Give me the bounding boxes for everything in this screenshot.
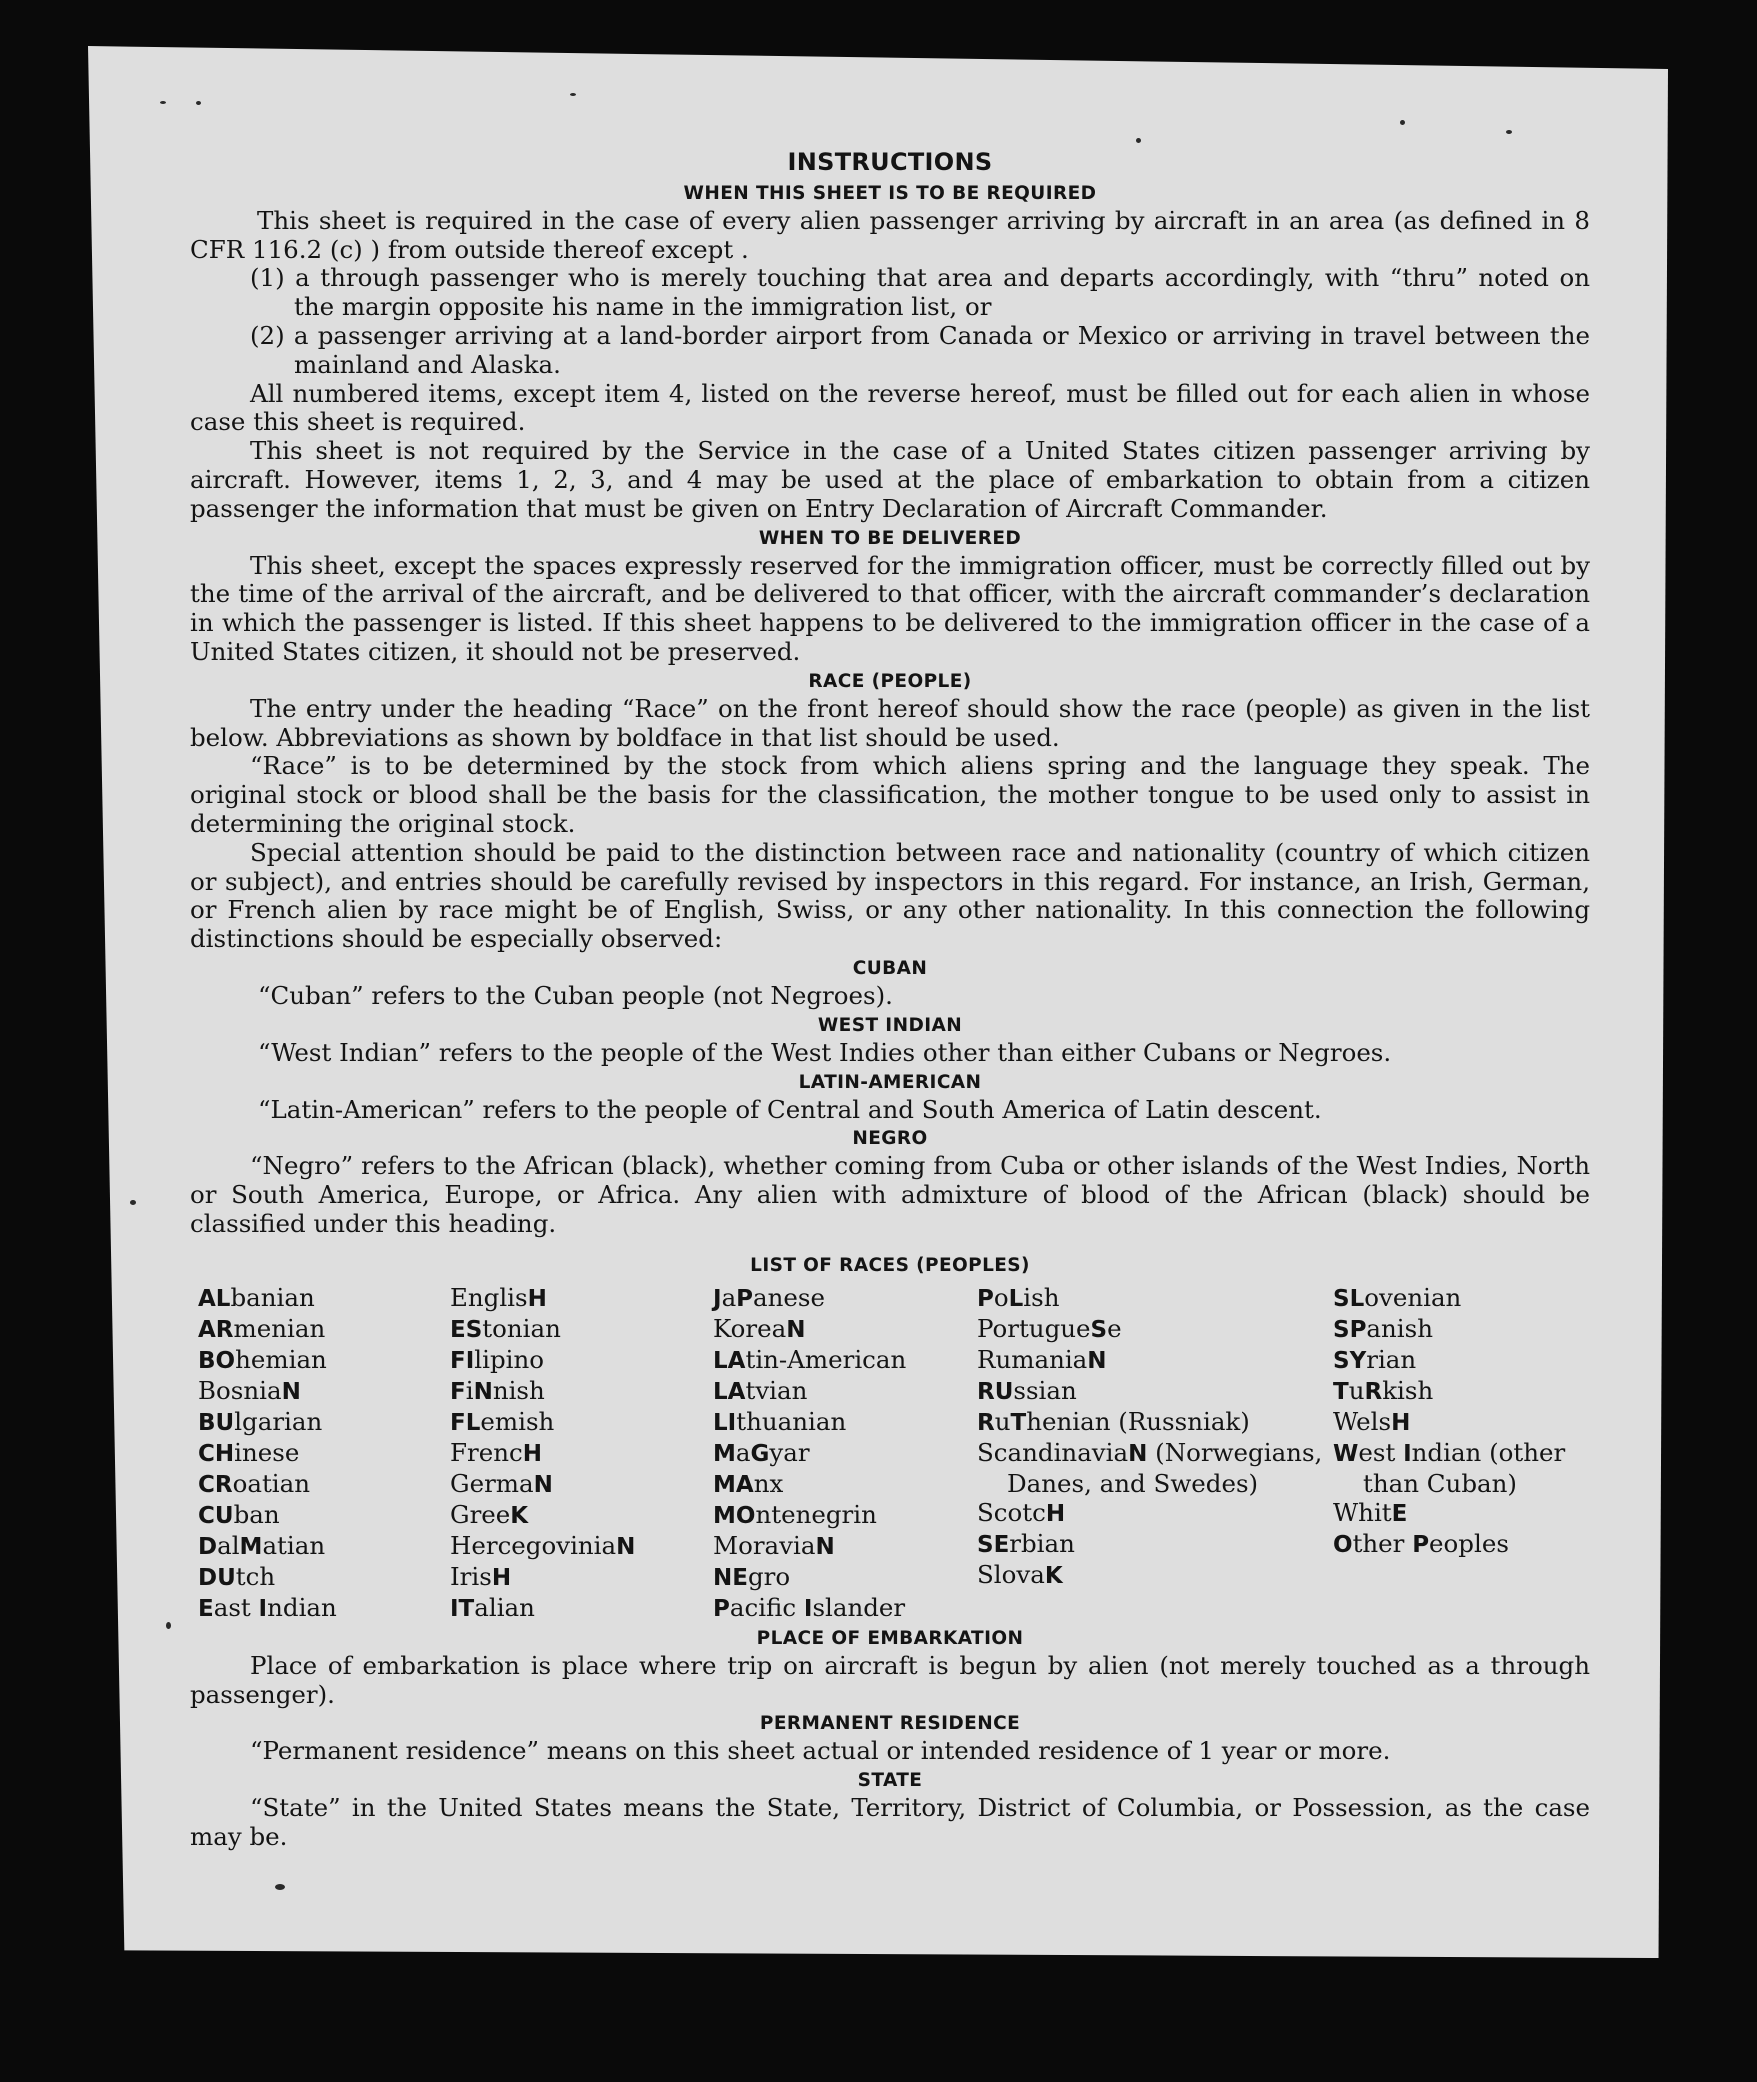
race-entry xyxy=(1333,1345,1598,1376)
scan-speck xyxy=(196,101,201,105)
race-abbrev: T xyxy=(1010,1409,1027,1436)
race-abbrev: RU xyxy=(977,1378,1014,1405)
race-abbrev: FL xyxy=(450,1409,481,1436)
race-text: Gree xyxy=(450,1499,511,1529)
race-abbrev: N xyxy=(1087,1347,1107,1374)
race-entry xyxy=(977,1283,1333,1314)
race-abbrev: F xyxy=(450,1378,466,1405)
race-entry xyxy=(198,1469,450,1500)
race-entry xyxy=(713,1469,977,1500)
race-text: ntenegrin xyxy=(755,1499,877,1529)
para-when-required-1: This sheet is required in the case of every alien passenger arriving by aircraft in an area (as defined in 8 CFR 116.2 (c) ) from outside thereof except . xyxy=(190,205,1590,264)
race-text: Scandinavia xyxy=(977,1437,1129,1467)
race-abbrev: SE xyxy=(977,1531,1010,1558)
heading-permanent-residence: PERMANENT RESIDENCE xyxy=(759,1713,1021,1735)
race-abbrev: I xyxy=(803,1595,813,1622)
race-entry xyxy=(1333,1314,1598,1345)
scan-speck xyxy=(1506,130,1512,134)
race-entry xyxy=(713,1438,977,1469)
race-abbrev: CH xyxy=(198,1440,235,1467)
race-abbrev: P xyxy=(736,1285,754,1312)
race-entry xyxy=(977,1438,1333,1498)
race-abbrev: SP xyxy=(1333,1316,1367,1343)
race-text: alian xyxy=(474,1592,535,1622)
def-embarkation: Place of embarkation is place where trip on aircraft is begun by alien (not merely touched as a through passenger). xyxy=(190,1650,1590,1709)
race-entry xyxy=(450,1345,713,1376)
race-abbrev: SY xyxy=(1333,1347,1367,1374)
race-abbrev: DU xyxy=(198,1564,236,1591)
race-text: i xyxy=(465,1375,474,1405)
race-abbrev: K xyxy=(1044,1562,1063,1589)
def-permanent-residence: “Permanent residence” means on this sheet actual or intended residence of 1 year or more. xyxy=(250,1736,1391,1766)
heading-cuban: CUBAN xyxy=(852,957,928,979)
race-abbrev: LA xyxy=(713,1347,746,1374)
race-column-1 xyxy=(198,1283,450,1624)
race-text: ish xyxy=(1023,1282,1060,1312)
scan-speck xyxy=(570,93,576,96)
race-text: Slova xyxy=(977,1559,1045,1589)
race-abbrev: D xyxy=(198,1533,218,1560)
race-text: acific xyxy=(729,1592,804,1622)
race-entry xyxy=(1333,1376,1598,1407)
race-text: Scotc xyxy=(977,1497,1046,1527)
race-abbrev: H xyxy=(522,1440,542,1467)
race-abbrev: BO xyxy=(198,1347,236,1374)
race-entry xyxy=(450,1283,713,1314)
race-text: ndian xyxy=(267,1592,337,1622)
race-entry xyxy=(450,1438,713,1469)
race-abbrev: MO xyxy=(713,1502,756,1529)
race-text: anish xyxy=(1366,1313,1433,1343)
race-abbrev: I xyxy=(1403,1440,1412,1467)
race-text: al xyxy=(217,1530,240,1560)
race-text: Wels xyxy=(1333,1406,1392,1436)
exception-item-2: (2) a passenger arriving at a land-border airport from Canada or Mexico or arriving in travel between the mainland and Alaska. xyxy=(250,320,1590,379)
race-abbrev: M xyxy=(239,1533,263,1560)
race-text: tch xyxy=(235,1561,276,1591)
race-abbrev: I xyxy=(258,1595,268,1622)
race-abbrev: S xyxy=(1090,1316,1108,1343)
race-text: Rumania xyxy=(977,1344,1088,1374)
race-entry xyxy=(450,1593,713,1624)
race-abbrev: H xyxy=(1045,1500,1066,1527)
race-text: Bosnia xyxy=(198,1375,282,1405)
race-entry xyxy=(450,1314,713,1345)
heading-when-required: WHEN THIS SHEET IS TO BE REQUIRED xyxy=(683,182,1097,204)
race-entry xyxy=(198,1345,450,1376)
race-text: lgarian xyxy=(234,1406,323,1436)
race-abbrev: G xyxy=(750,1440,770,1467)
race-text: u xyxy=(1348,1375,1365,1405)
race-abbrev: L xyxy=(1008,1285,1024,1312)
race-text: Portugue xyxy=(977,1313,1091,1343)
scan-speck xyxy=(1136,138,1141,143)
race-column-5 xyxy=(1333,1283,1598,1624)
race-text: rian xyxy=(1366,1344,1417,1374)
race-abbrev: N xyxy=(815,1533,835,1560)
scan-speck xyxy=(275,1884,285,1890)
race-entry xyxy=(450,1500,713,1531)
race-text: gro xyxy=(747,1561,791,1591)
race-text: henian (Russniak) xyxy=(1026,1406,1250,1436)
race-abbrev: P xyxy=(977,1285,994,1312)
race-abbrev: H xyxy=(491,1564,512,1591)
race-text: eoples xyxy=(1429,1528,1509,1558)
race-abbrev: MA xyxy=(713,1471,754,1498)
race-text: Moravia xyxy=(713,1530,816,1560)
race-abbrev: W xyxy=(1333,1440,1359,1467)
race-abbrev: AR xyxy=(198,1316,234,1343)
race-entry xyxy=(713,1500,977,1531)
race-entry xyxy=(713,1376,977,1407)
instructions-content xyxy=(190,146,1590,1852)
race-text: ssian xyxy=(1013,1375,1077,1405)
heading-negro: NEGRO xyxy=(852,1128,928,1150)
scan-speck xyxy=(166,1622,171,1629)
race-abbrev: M xyxy=(713,1440,736,1467)
race-text: tvian xyxy=(745,1375,808,1405)
race-entry xyxy=(198,1531,450,1562)
race-abbrev: P xyxy=(1412,1531,1430,1558)
race-abbrev: R xyxy=(1364,1378,1383,1405)
race-text: Whit xyxy=(1333,1497,1392,1527)
race-entry xyxy=(713,1593,977,1624)
race-text: menian xyxy=(233,1313,326,1343)
race-column-2 xyxy=(450,1283,713,1624)
race-entry xyxy=(713,1283,977,1314)
heading-race: RACE (PEOPLE) xyxy=(808,670,972,692)
race-entry xyxy=(977,1376,1333,1407)
race-abbrev: FI xyxy=(450,1347,475,1374)
race-list xyxy=(198,1283,1590,1624)
race-text: slander xyxy=(812,1592,906,1622)
heading-state: STATE xyxy=(857,1770,923,1792)
race-entry xyxy=(977,1529,1333,1560)
race-text: emish xyxy=(480,1406,555,1436)
race-abbrev: N xyxy=(616,1533,636,1560)
race-abbrev: SL xyxy=(1333,1285,1365,1312)
race-abbrev: ES xyxy=(450,1316,483,1343)
para-race-2: “Race” is to be determined by the stock from which aliens spring and the language they speak. The original stock or blood shall be the basis for the classification, the mother tongue to be used only to assist in determining the original stock. xyxy=(190,751,1590,838)
para-when-required-2: All numbered items, except item 4, listed on the reverse hereof, must be filled out for each alien in whose case this sheet is required. xyxy=(190,378,1590,437)
scan-speck xyxy=(1400,120,1405,125)
race-entry xyxy=(198,1438,450,1469)
race-abbrev: LA xyxy=(713,1378,746,1405)
para-when-required-3: This sheet is not required by the Service in the case of a United States citizen passenger arriving by aircraft. However, items 1, 2, 3, and 4 may be used at the place of embarkation to obtain from a citizen passenger the information that must be given on Entry Declaration of Aircraft Commander. xyxy=(190,436,1590,523)
race-entry xyxy=(450,1376,713,1407)
race-abbrev: CR xyxy=(198,1471,233,1498)
race-text: est xyxy=(1358,1437,1404,1467)
race-text: ndian (other than Cuban) xyxy=(1363,1437,1566,1498)
race-text: thuanian xyxy=(736,1406,847,1436)
def-cuban: “Cuban” refers to the Cuban people (not Negroes). xyxy=(258,980,893,1010)
race-abbrev: N xyxy=(786,1316,806,1343)
exception-item-1: (1) a through passenger who is merely touching that area and departs accordingly, with “thru” noted on the margin opposite his name in the immigration list, or xyxy=(250,263,1590,322)
race-abbrev: IT xyxy=(450,1595,475,1622)
race-text: oatian xyxy=(232,1468,311,1498)
race-text: anese xyxy=(753,1282,825,1312)
race-entry xyxy=(198,1283,450,1314)
race-entry xyxy=(198,1500,450,1531)
race-entry xyxy=(713,1531,977,1562)
race-text: Frenc xyxy=(450,1437,523,1467)
scan-speck xyxy=(130,1200,136,1205)
race-abbrev: K xyxy=(510,1502,529,1529)
race-text: nx xyxy=(753,1468,784,1498)
race-text: hemian xyxy=(235,1344,327,1374)
race-abbrev: P xyxy=(713,1595,730,1622)
race-text: tin-American xyxy=(745,1344,907,1374)
race-text: nish xyxy=(492,1375,545,1405)
race-entry xyxy=(977,1498,1333,1529)
race-abbrev: J xyxy=(713,1285,722,1312)
race-text: Hercegovinia xyxy=(450,1530,617,1560)
race-text: rbian xyxy=(1009,1528,1075,1558)
race-abbrev: N xyxy=(281,1378,301,1405)
para-race-3: Special attention should be paid to the distinction between race and nationality (country of which citizen or subject), and entries should be carefully revised by inspectors in this regard. For instance, an Irish, German, or French alien by race might be of English, Swiss, or any other nationality. In this connection the following distinctions should be especially observed: xyxy=(190,837,1590,954)
race-entry xyxy=(1333,1498,1598,1529)
race-entry xyxy=(1333,1407,1598,1438)
race-text: tonian xyxy=(482,1313,561,1343)
race-entry xyxy=(977,1560,1333,1591)
race-text: ban xyxy=(233,1499,280,1529)
race-text: Englis xyxy=(450,1282,528,1312)
para-race-1: The entry under the heading “Race” on the front hereof should show the race (people) as given in the list below. Abbreviations as shown by boldface in that list should be used. xyxy=(190,693,1590,752)
race-entry xyxy=(450,1531,713,1562)
heading-list-of-races: LIST OF RACES (PEOPLES) xyxy=(750,1254,1030,1276)
race-abbrev: H xyxy=(527,1285,547,1312)
scan-speck xyxy=(160,101,166,104)
race-entry xyxy=(198,1593,450,1624)
para-when-delivered: This sheet, except the spaces expressly reserved for the immigration officer, must be correctly filled out by the time of the arrival of the aircraft, and be delivered to that officer, with the aircraft commander’s declaration in which the passenger is listed. If this sheet happens to be delivered to the immigration officer in the case of a United States citizen, it should not be preserved. xyxy=(190,550,1590,666)
race-abbrev: H xyxy=(1391,1409,1411,1436)
race-abbrev: LI xyxy=(713,1409,737,1436)
race-entry xyxy=(1333,1529,1598,1560)
race-abbrev: BU xyxy=(198,1409,235,1436)
race-entry xyxy=(198,1376,450,1407)
race-abbrev: O xyxy=(1333,1531,1353,1558)
race-abbrev: N xyxy=(1128,1440,1148,1467)
race-text: yar xyxy=(769,1437,810,1467)
race-entry xyxy=(450,1407,713,1438)
race-text: inese xyxy=(234,1437,300,1467)
race-entry xyxy=(977,1345,1333,1376)
race-abbrev: AL xyxy=(198,1285,231,1312)
race-text: atian xyxy=(262,1530,326,1560)
race-text: Germa xyxy=(450,1468,534,1498)
race-text: banian xyxy=(230,1282,315,1312)
heading-embarkation: PLACE OF EMBARKATION xyxy=(756,1627,1024,1649)
race-entry xyxy=(198,1314,450,1345)
race-abbrev: N xyxy=(473,1378,493,1405)
race-abbrev: E xyxy=(198,1595,214,1622)
race-text: o xyxy=(993,1282,1009,1312)
race-abbrev: T xyxy=(1333,1378,1349,1405)
race-abbrev: N xyxy=(533,1471,553,1498)
race-text: Iris xyxy=(450,1561,492,1591)
race-entry xyxy=(450,1469,713,1500)
race-abbrev: CU xyxy=(198,1502,234,1529)
race-text: ther xyxy=(1352,1528,1413,1558)
page-title: INSTRUCTIONS xyxy=(787,148,993,176)
race-entry xyxy=(977,1407,1333,1438)
race-entry xyxy=(1333,1283,1598,1314)
race-abbrev: E xyxy=(1391,1500,1408,1527)
race-text: u xyxy=(994,1406,1011,1436)
race-text: a xyxy=(721,1282,737,1312)
def-latin-american: “Latin-American” refers to the people of Central and South America of Latin descent. xyxy=(258,1094,1322,1124)
race-text: ovenian xyxy=(1364,1282,1462,1312)
def-negro: “Negro” refers to the African (black), whether coming from Cuba or other islands of the West Indies, North or South America, Europe, or Africa. Any alien with admixture of blood of the African (black) should be classified under this heading. xyxy=(190,1151,1590,1238)
heading-west-indian: WEST INDIAN xyxy=(817,1014,963,1036)
race-entry xyxy=(977,1314,1333,1345)
race-text: ast xyxy=(213,1592,259,1622)
race-column-4 xyxy=(977,1283,1333,1624)
race-column-3 xyxy=(713,1283,977,1624)
race-entry xyxy=(713,1314,977,1345)
race-entry xyxy=(713,1407,977,1438)
race-entry xyxy=(713,1345,977,1376)
race-text: kish xyxy=(1382,1375,1434,1405)
heading-when-delivered: WHEN TO BE DELIVERED xyxy=(758,527,1022,549)
def-state: “State” in the United States means the State, Territory, District of Columbia, or Possession, as the case may be. xyxy=(190,1793,1590,1851)
race-entry xyxy=(713,1562,977,1593)
race-text: e xyxy=(1107,1313,1122,1343)
race-entry xyxy=(198,1562,450,1593)
race-entry xyxy=(198,1407,450,1438)
race-text: Korea xyxy=(713,1313,787,1343)
race-entry xyxy=(1333,1438,1598,1498)
race-text: a xyxy=(735,1437,751,1467)
race-abbrev: R xyxy=(977,1409,995,1436)
race-text: (Norwegians, Danes, and Swedes) xyxy=(1007,1437,1323,1498)
race-text: lipino xyxy=(474,1344,545,1374)
race-abbrev: NE xyxy=(713,1564,748,1591)
race-entry xyxy=(450,1562,713,1593)
def-west-indian: “West Indian” refers to the people of the West Indies other than either Cubans or Negroes. xyxy=(258,1037,1392,1067)
heading-latin-american: LATIN-AMERICAN xyxy=(798,1071,982,1093)
